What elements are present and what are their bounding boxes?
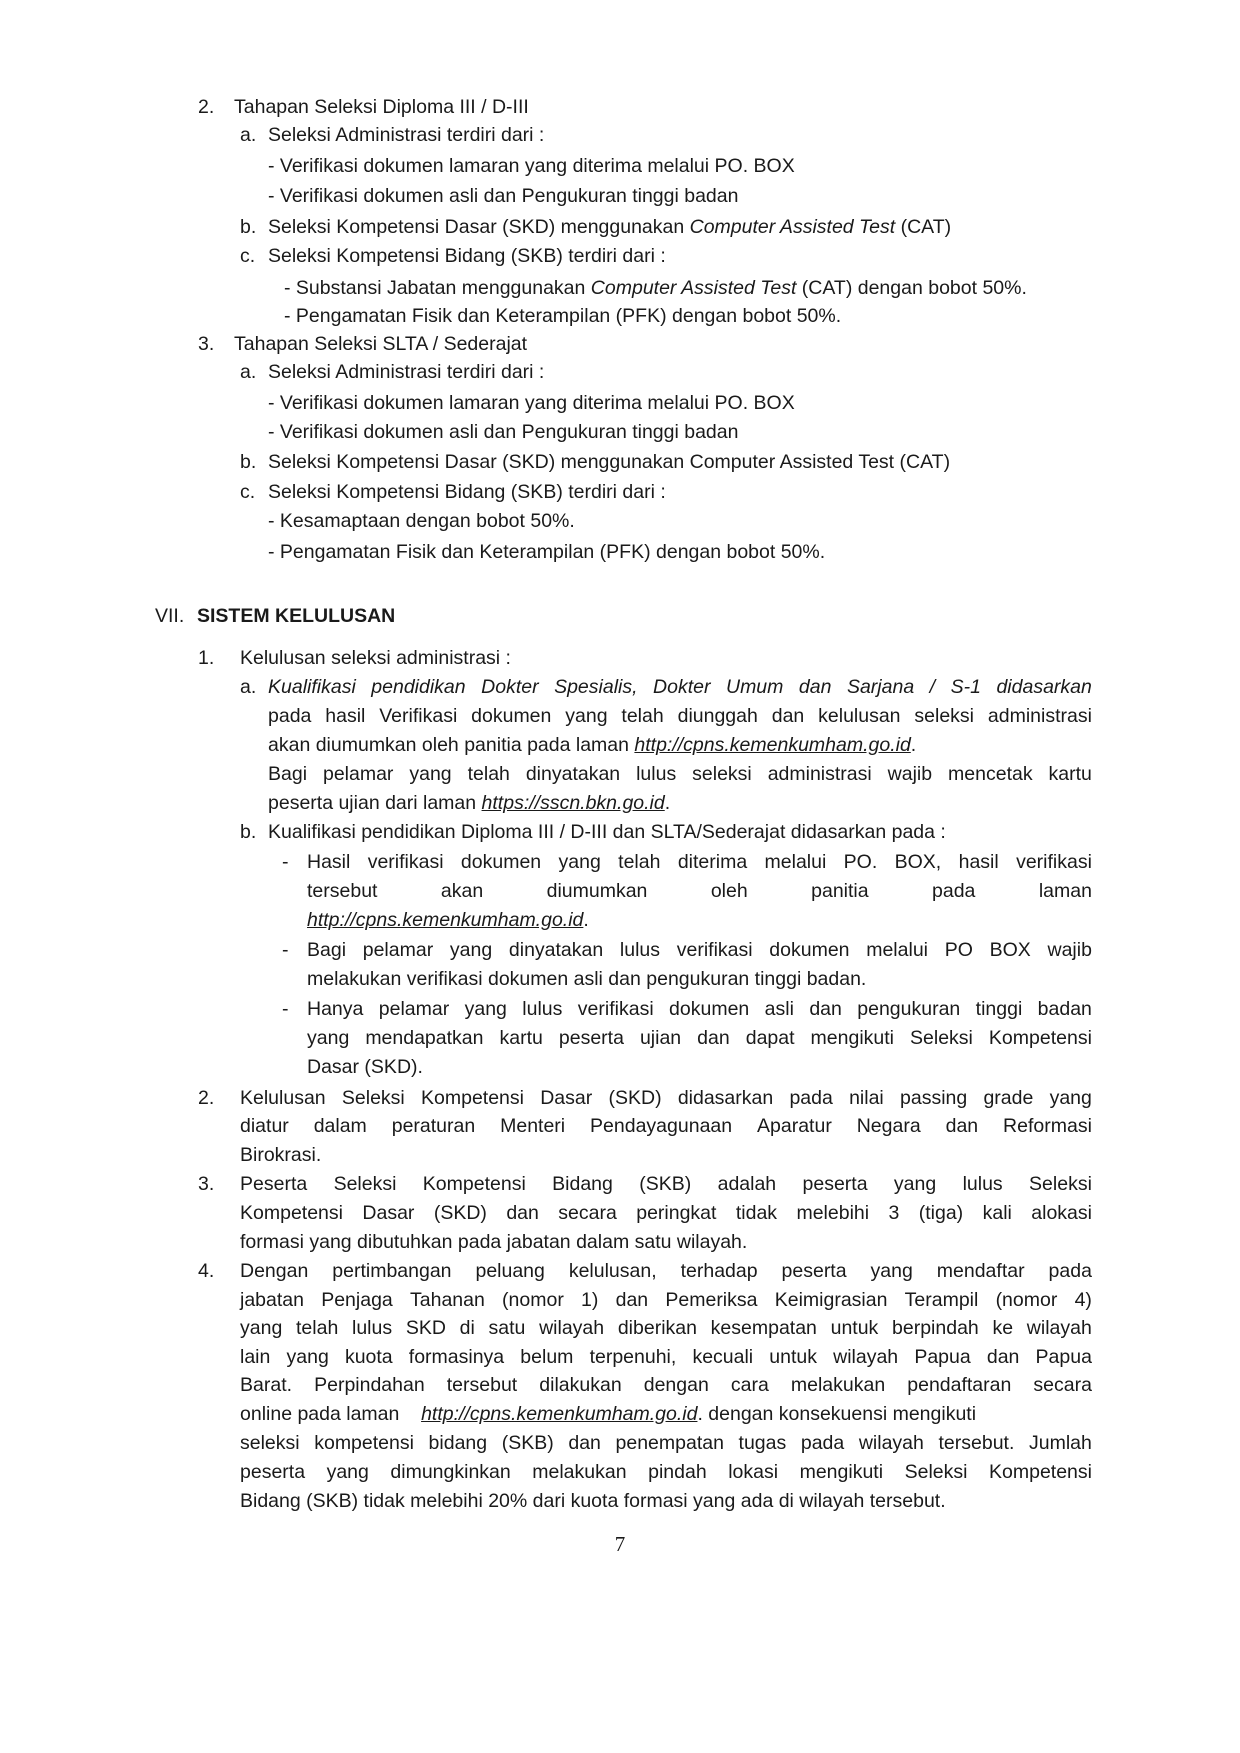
sec2-a-text: Seleksi Administrasi terdiri dari : bbox=[268, 124, 545, 146]
p1-a-line: Bagi pelamar yang telah dinyatakan lulus seleksi administrasi wajib mencetak kartu bbox=[268, 763, 1092, 785]
sec3-title: Tahapan Seleksi SLTA / Sederajat bbox=[234, 333, 528, 355]
cpns-link[interactable]: http://cpns.kemenkumham.go.id bbox=[421, 1403, 698, 1425]
sec7-number: VII. bbox=[155, 605, 185, 627]
sec3-c-item: - Pengamatan Fisik dan Keterampilan (PFK) dengan bobot 50%. bbox=[268, 541, 826, 563]
p4-line: lain yang kuota formasinya belum terpenuhi, kecuali untuk wilayah Papua dan Papua bbox=[240, 1346, 1092, 1368]
p2-line: diatur dalam peraturan Menteri Pendayagunaan Aparatur Negara dan Reformasi bbox=[240, 1115, 1092, 1137]
sec2-number: 2. bbox=[198, 96, 215, 118]
p4-line: Bidang (SKB) tidak melebihi 20% dari kuota formasi yang ada di wilayah tersebut. bbox=[240, 1490, 946, 1512]
p1-b-bullet-line: yang mendapatkan kartu peserta ujian dan dapat mengikuti Seleksi Kompetensi bbox=[307, 1027, 1092, 1049]
cpns-link[interactable]: http://cpns.kemenkumham.go.id bbox=[634, 734, 911, 756]
p3-line: Peserta Seleksi Kompetensi Bidang (SKB) adalah peserta yang lulus Seleksi bbox=[240, 1173, 1092, 1195]
p3-line: formasi yang dibutuhkan pada jabatan dalam satu wilayah. bbox=[240, 1231, 748, 1253]
sec3-number: 3. bbox=[198, 333, 215, 355]
p4-line: Dengan pertimbangan peluang kelulusan, terhadap peserta yang mendaftar pada bbox=[240, 1260, 1092, 1282]
sec3-c-item: - Kesamaptaan dengan bobot 50%. bbox=[268, 510, 575, 532]
p1-b-bullet-line: Hanya pelamar yang lulus verifikasi dokumen asli dan pengukuran tinggi badan bbox=[307, 998, 1092, 1020]
p3-number: 3. bbox=[198, 1173, 215, 1195]
sec2-c-mark: c. bbox=[240, 245, 256, 267]
p3-line: Kompetensi Dasar (SKD) dan secara peringkat tidak melebihi 3 (tiga) kali alokasi bbox=[240, 1202, 1092, 1224]
sec3-b-text: Seleksi Kompetensi Dasar (SKD) menggunakan Computer Assisted Test (CAT) bbox=[268, 451, 951, 473]
p1-a-mark: a. bbox=[240, 676, 257, 698]
sec3-c-mark: c. bbox=[240, 481, 256, 503]
p4-line: online pada laman http://cpns.kemenkumham.go.id. dengan konsekuensi mengikuti bbox=[240, 1403, 977, 1425]
sec2-b-text: Seleksi Kompetensi Dasar (SKD) menggunakan Computer Assisted Test (CAT) bbox=[268, 216, 952, 238]
p4-line: jabatan Penjaga Tahanan (nomor 1) dan Pemeriksa Keimigrasian Terampil (nomor 4) bbox=[240, 1289, 1092, 1311]
sec2-b-mark: b. bbox=[240, 216, 257, 238]
sec2-title: Tahapan Seleksi Diploma III / D-III bbox=[234, 96, 529, 118]
p1-b-bullet-line: melakukan verifikasi dokumen asli dan pengukuran tinggi badan. bbox=[307, 968, 867, 990]
sec7-heading: SISTEM KELULUSAN bbox=[197, 605, 396, 627]
p1-b-bullet-line: http://cpns.kemenkumham.go.id. bbox=[307, 909, 589, 931]
p1-b-bullet-line: Dasar (SKD). bbox=[307, 1056, 423, 1078]
p1-number: 1. bbox=[198, 647, 215, 669]
p1-b-bullet-line: tersebut akan diumumkan oleh panitia pada laman bbox=[307, 880, 1092, 902]
page-number: 7 bbox=[614, 1532, 626, 1556]
p2-line: Birokrasi. bbox=[240, 1144, 322, 1166]
p4-line: peserta yang dimungkinkan melakukan pindah lokasi mengikuti Seleksi Kompetensi bbox=[240, 1461, 1092, 1483]
p4-line: Barat. Perpindahan tersebut dilakukan dengan cara melakukan pendaftaran secara bbox=[240, 1374, 1092, 1396]
sec2-c-item: - Substansi Jabatan menggunakan Computer Assisted Test (CAT) dengan bobot 50%. bbox=[284, 277, 1027, 299]
cpns-link[interactable]: http://cpns.kemenkumham.go.id bbox=[307, 909, 584, 931]
p4-line: yang telah lulus SKD di satu wilayah diberikan kesempatan untuk berpindah ke wilayah bbox=[240, 1317, 1092, 1339]
sec3-a-text: Seleksi Administrasi terdiri dari : bbox=[268, 361, 545, 383]
p2-number: 2. bbox=[198, 1087, 215, 1109]
p1-a-line: akan diumumkan oleh panitia pada laman http://cpns.kemenkumham.go.id. bbox=[268, 734, 917, 756]
bullet-dash: - bbox=[282, 998, 289, 1020]
p1-b-mark: b. bbox=[240, 821, 257, 843]
p1-b-bullet-line: Hasil verifikasi dokumen yang telah diterima melalui PO. BOX, hasil verifikasi bbox=[307, 851, 1092, 873]
bullet-dash: - bbox=[282, 851, 289, 873]
p4-line: seleksi kompetensi bidang (SKB) dan penempatan tugas pada wilayah tersebut. Jumlah bbox=[240, 1432, 1092, 1454]
sec2-a-item: - Verifikasi dokumen lamaran yang diterima melalui PO. BOX bbox=[268, 155, 795, 177]
sec3-a-item: - Verifikasi dokumen asli dan Pengukuran tinggi badan bbox=[268, 421, 739, 443]
p2-line: Kelulusan Seleksi Kompetensi Dasar (SKD) didasarkan pada nilai passing grade yang bbox=[240, 1087, 1092, 1109]
p1-a-line: peserta ujian dari laman https://sscn.bkn.go.id. bbox=[268, 792, 671, 814]
p1-b-title: Kualifikasi pendidikan Diploma III / D-III dan SLTA/Sederajat didasarkan pada : bbox=[268, 821, 946, 843]
sec3-a-mark: a. bbox=[240, 361, 257, 383]
p1-b-bullet-line: Bagi pelamar yang dinyatakan lulus verifikasi dokumen melalui PO BOX wajib bbox=[307, 939, 1092, 961]
p1-a-line: pada hasil Verifikasi dokumen yang telah diunggah dan kelulusan seleksi administrasi bbox=[268, 705, 1092, 727]
sec3-b-mark: b. bbox=[240, 451, 257, 473]
sec2-a-item: - Verifikasi dokumen asli dan Pengukuran tinggi badan bbox=[268, 185, 739, 207]
sec3-c-text: Seleksi Kompetensi Bidang (SKB) terdiri dari : bbox=[268, 481, 666, 503]
p1-a-line: Kualifikasi pendidikan Dokter Spesialis, Dokter Umum dan Sarjana / S-1 didasarkan bbox=[268, 676, 1092, 698]
sec3-a-item: - Verifikasi dokumen lamaran yang diterima melalui PO. BOX bbox=[268, 392, 795, 414]
sec2-c-text: Seleksi Kompetensi Bidang (SKB) terdiri dari : bbox=[268, 245, 666, 267]
p1-title: Kelulusan seleksi administrasi : bbox=[240, 647, 511, 669]
bullet-dash: - bbox=[282, 939, 289, 961]
sscn-link[interactable]: https://sscn.bkn.go.id bbox=[481, 792, 665, 814]
p4-number: 4. bbox=[198, 1260, 215, 1282]
sec2-c-item: - Pengamatan Fisik dan Keterampilan (PFK) dengan bobot 50%. bbox=[284, 305, 842, 327]
sec2-a-mark: a. bbox=[240, 124, 257, 146]
